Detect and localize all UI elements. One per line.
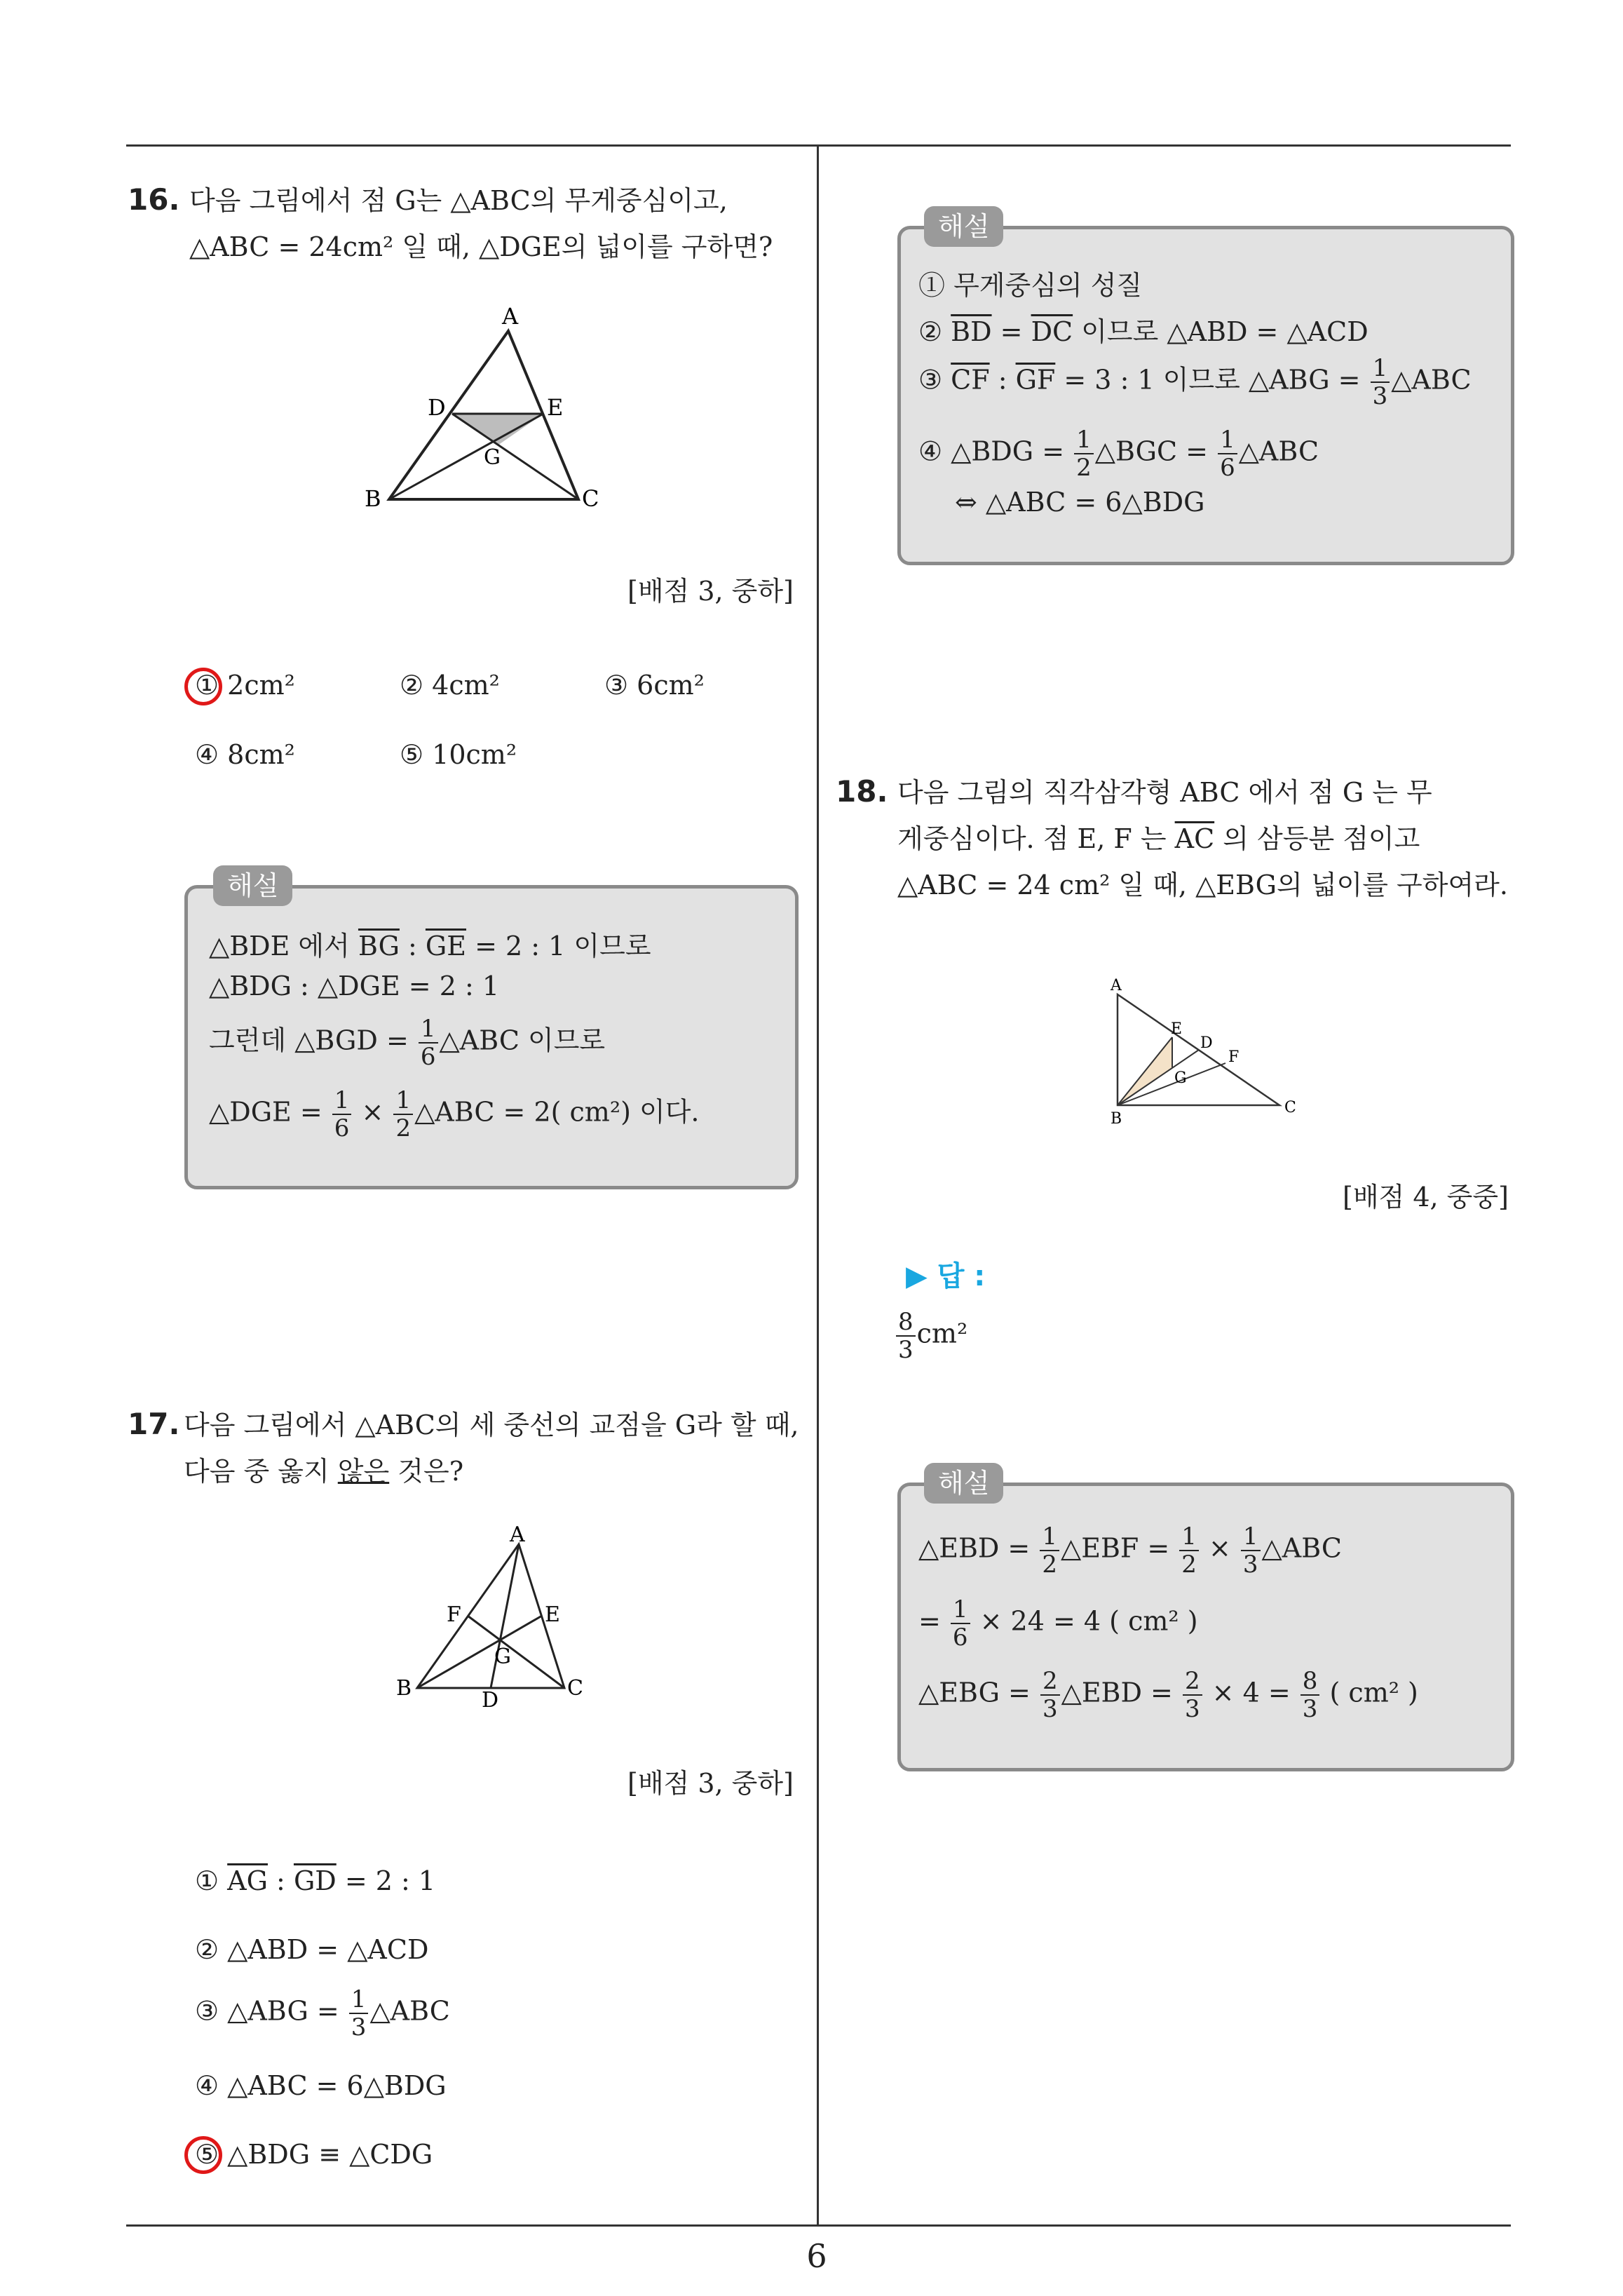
- q17-choice-1[interactable]: ① $\overline{AG}$ : $\overline{GD} = 2$ : 1: [195, 1865, 436, 1896]
- q18-label-g: G: [1174, 1069, 1187, 1087]
- q17-score: [배점 3, 중하]: [627, 1768, 794, 1799]
- q17-choice-2[interactable]: ② △ABD = △ACD: [195, 1934, 429, 1965]
- q18-solution-line2: = $\frac{1}{6}$ × 24 = 4 ( cm² ): [918, 1595, 1198, 1652]
- q16-label-e: E: [547, 394, 564, 421]
- q17-solution-line3: ③ $\overline{CF}$ : $\overline{GF} = 3$ : 1 이므로 △ABG = $\frac{1}{3}$ △ABC: [918, 354, 1472, 410]
- q17-triangle-abc: [417, 1544, 564, 1688]
- q18-label-e: E: [1171, 1020, 1183, 1038]
- fraction: $\frac{1}{3}$: [1371, 355, 1390, 410]
- q17-label-d: D: [482, 1688, 499, 1713]
- q17-choice-5[interactable]: ⑤ △BDG ≡ △CDG: [195, 2139, 433, 2170]
- q18-number: 18.: [836, 774, 888, 809]
- q16-choice-5[interactable]: ⑤ 10cm²: [400, 739, 517, 770]
- q16-solution-tag: 해설: [213, 865, 292, 906]
- column-divider: [817, 144, 819, 2226]
- q16-segment-be: [389, 414, 543, 499]
- q17-figure: [389, 1523, 599, 1713]
- bottom-rule: [126, 2224, 1511, 2227]
- q16-solution-line1: △BDE 에서 $\overline{BG}$ : $\overline{GE} = 2$ : 1 이므로: [209, 931, 651, 961]
- q16-label-d: D: [428, 394, 446, 421]
- q16-solution-line3: 그런데 △BGD = $\frac{1}{6}$ △ABC 이므로: [209, 1015, 606, 1071]
- q17-label-c: C: [567, 1676, 583, 1701]
- fraction: $\frac{1}{6}$: [1218, 426, 1237, 481]
- q16-question-line1: 다음 그림에서 점 G는 △ABC의 무게중심이고,: [189, 185, 728, 216]
- q18-solution-line1: △EBD = $\frac{1}{2}$ △EBF = $\frac{1}{2}$ × $\frac{1}{3}$ △ABC: [918, 1522, 1342, 1579]
- q16-label-c: C: [582, 485, 599, 512]
- q16-label-g: G: [484, 445, 501, 470]
- fraction: $\frac{1}{2}$: [1074, 426, 1094, 481]
- q16-question-line2: △ABC = 24cm² 일 때, △DGE의 넓이를 구하면?: [189, 231, 773, 262]
- q18-solution-line3: △EBG = $\frac{2}{3}$ △EBD = $\frac{2}{3}$ × 4 = $\frac{8}{3}$ ( cm² ): [918, 1667, 1418, 1723]
- q17-solution-tag: 해설: [924, 206, 1003, 247]
- fraction: $\frac{1}{2}$: [1179, 1523, 1199, 1578]
- q16-choice-3[interactable]: ③ 6cm²: [604, 670, 705, 701]
- q18-question-line1: 다음 그림의 직각삼각형 ABC 에서 점 G 는 무: [897, 777, 1432, 808]
- q17-solution-line2: ② $\overline{BD} = \overline{DC}$ 이므로 △ABD = △ACD: [918, 316, 1369, 347]
- q16-figure: [358, 302, 638, 519]
- fraction: $\frac{2}{3}$: [1183, 1668, 1202, 1722]
- q18-label-a: A: [1111, 977, 1122, 994]
- q16-number: 16.: [128, 182, 180, 217]
- q17-question-line1: 다음 그림에서 △ABC의 세 중선의 교점을 G라 할 때,: [184, 1410, 799, 1440]
- q17-number: 17.: [128, 1407, 180, 1441]
- fraction: $\frac{1}{3}$: [1241, 1523, 1261, 1578]
- page-number: 6: [806, 2237, 827, 2275]
- fraction: $\frac{8}{3}$: [1301, 1668, 1320, 1722]
- q17-solution-line4: ④ △BDG = $\frac{1}{2}$ △BGC = $\frac{1}{6}$ △ABC: [918, 426, 1319, 482]
- q16-score: [배점 3, 중하]: [627, 576, 794, 607]
- q18-label-c: C: [1284, 1099, 1296, 1116]
- q17-label-f: F: [447, 1602, 461, 1627]
- q18-solution-tag: 해설: [924, 1463, 1003, 1504]
- q16-choice-4[interactable]: ④ 8cm²: [195, 739, 295, 770]
- q18-figure: [1101, 973, 1311, 1135]
- q18-answer-label: ▶ 답 :: [906, 1260, 986, 1292]
- q17-label-a: A: [510, 1523, 525, 1547]
- q17-label-e: E: [545, 1602, 560, 1627]
- q17-label-b: B: [396, 1676, 412, 1701]
- q18-label-d: D: [1200, 1034, 1213, 1052]
- q17-label-g: G: [494, 1645, 511, 1669]
- q16-choice-1[interactable]: ① 2cm²: [195, 670, 295, 701]
- q17-question-line2: 다음 중 옳지 않은 것은?: [184, 1456, 464, 1487]
- q17-solution-line1: ① 무게중심의 성질: [918, 270, 1143, 301]
- fraction: $\frac{1}{2}$: [1040, 1523, 1059, 1578]
- q17-choice-3[interactable]: ③ △ABG = $\frac{1}{3}$ △ABC: [195, 1985, 450, 2041]
- fraction: $\frac{8}{3}$: [896, 1309, 916, 1363]
- q18-question-line2: 게중심이다. 점 E, F 는 $\overline{AC}$ 의 삼등분 점이고: [897, 823, 1420, 854]
- fraction: $\frac{1}{6}$: [419, 1015, 438, 1070]
- fraction: $\frac{1}{6}$: [951, 1596, 970, 1651]
- q16-label-b: B: [365, 485, 381, 512]
- q16-solution-line2: △BDG : △DGE = 2 : 1: [209, 971, 500, 1001]
- q18-score: [배점 4, 중중]: [1343, 1182, 1509, 1213]
- q16-label-a: A: [502, 303, 519, 330]
- q18-answer-value: $\frac{8}{3}$ cm²: [895, 1309, 967, 1363]
- q18-question-line3: △ABC = 24 cm² 일 때, △EBG의 넓이를 구하여라.: [897, 870, 1508, 900]
- q17-median-be: [417, 1616, 542, 1688]
- q18-label-f: F: [1228, 1048, 1240, 1066]
- fraction: $\frac{1}{3}$: [349, 1986, 369, 2041]
- fraction: $\frac{1}{6}$: [332, 1087, 352, 1142]
- q17-solution-line5: ⇔ △ABC = 6△BDG: [955, 487, 1205, 518]
- q18-label-b: B: [1111, 1110, 1122, 1128]
- q16-choice-2[interactable]: ② 4cm²: [400, 670, 500, 701]
- fraction: $\frac{2}{3}$: [1040, 1668, 1060, 1722]
- fraction: $\frac{1}{2}$: [393, 1087, 413, 1142]
- q16-solution-line4: △DGE = $\frac{1}{6}$ × $\frac{1}{2}$ △ABC = 2( cm²) 이다.: [209, 1086, 700, 1142]
- q16-dge-shade: [452, 414, 543, 445]
- q17-choice-4[interactable]: ④ △ABC = 6△BDG: [195, 2070, 447, 2101]
